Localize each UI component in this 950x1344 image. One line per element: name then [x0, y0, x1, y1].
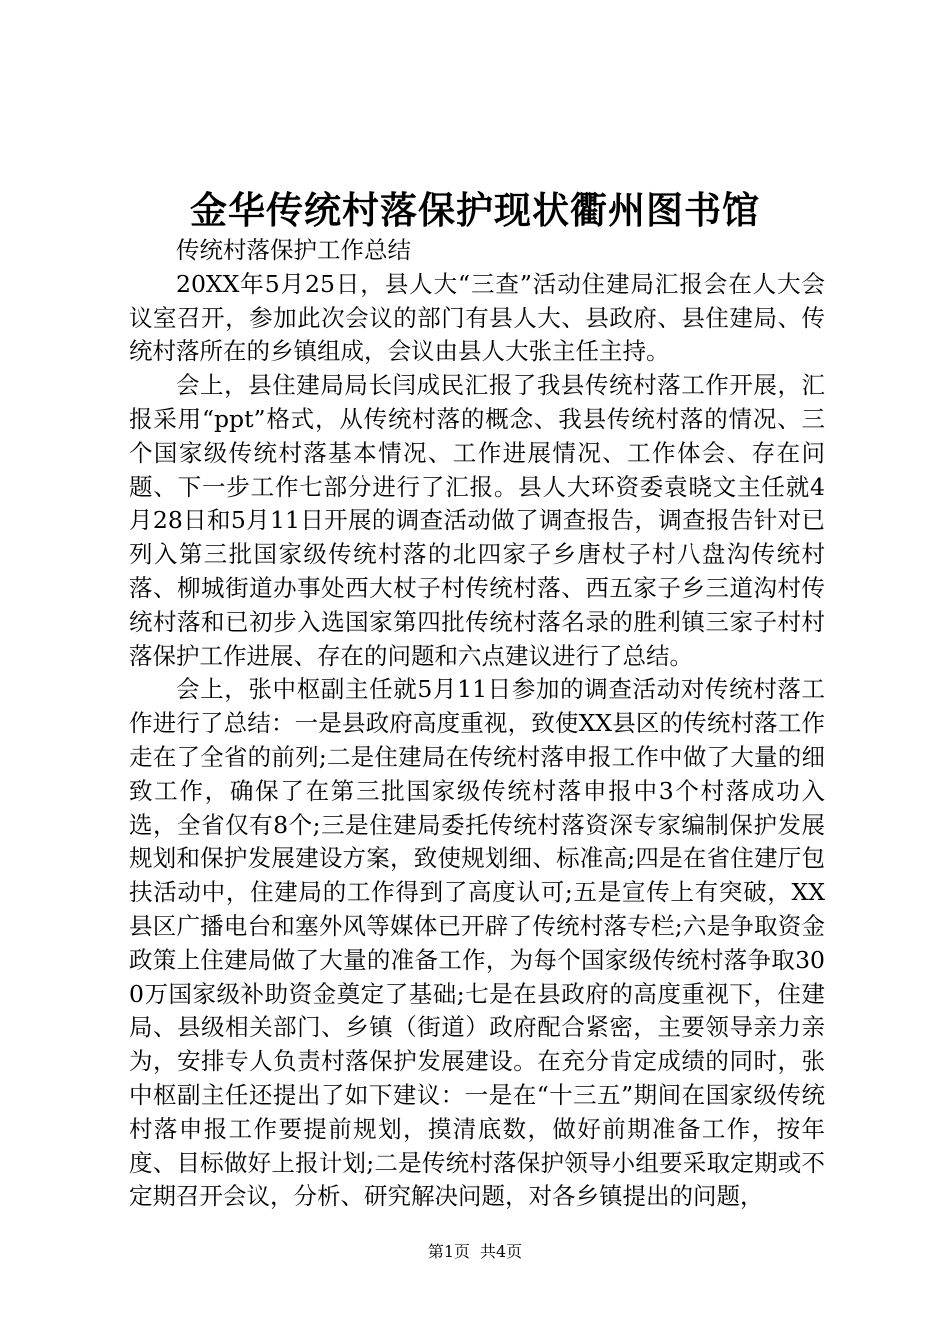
document-subtitle: 传统村落保护工作总结: [176, 236, 411, 264]
paragraph-1: 20XX年5月25日，县人大“三查”活动住建局汇报会在人大会议室召开，参加此次会议的部门有县人大、县政府、县住建局、传统村落所在的乡镇组成，会议由县人大张主任主持。: [129, 269, 825, 366]
page-number-total: 共4页: [480, 1242, 523, 1261]
document-body: [129, 234, 825, 1214]
page-title: 金华传统村落保护现状衢州图书馆: [190, 188, 760, 232]
page-number-current: 第1页: [427, 1242, 470, 1261]
paragraph-3: 会上，张中枢副主任就5月11日参加的调查活动对传统村落工作进行了总结：一是县政府高度重视，致使XX县区的传统村落工作走在了全省的前列;二是住建局在传统村落申报工作中做了大量的细致工作，确保了在第三批国家级传统村落申报中3个村落成功入选，全省仅有8个;三是住建局委托传统村落资深专家编制保护发展规划和保护发展建设方案，致使规划细、标准高;四是在省住建厅包扶活动中，住建局的工作得到了高度认可;五是宣传上有突破，XX县区广播电台和塞外风等媒体已开辟了传统村落专栏;六是争取资金政策上住建局做了大量的准备工作，为每个国家级传统村落争取300万国家级补助资金奠定了基础;七是在县政府的高度重视下，住建局、县级相关部门、乡镇（街道）政府配合紧密，主要领导亲力亲为，安排专人负责村落保护发展建设。在充分肯定成绩的同时，张中枢副主任还提出了如下建议：一是在“十三五”期间在国家级传统村落申报工作要提前规划，摸清底数，做好前期准备工作，按年度、目标做好上报计划;二是传统村落保护领导小组要采取定期或不定期召开会议，分析、研究解决问题，对各乡镇提出的问题，: [129, 675, 825, 1211]
page-footer: [0, 1240, 950, 1264]
paragraph-2: 会上，县住建局局长闫成民汇报了我县传统村落工作开展，汇报采用“ppt”格式，从传统村落的概念、我县传统村落的情况、三个国家级传统村落基本情况、工作进展情况、工作体会、存在问题、下一步工作七部分进行了汇报。县人大环资委袁晓文主任就4月28日和5月11日开展的调查活动做了调查报告，调查报告针对已列入第三批国家级传统村落的北四家子乡唐杖子村八盘沟传统村落、柳城街道办事处西大杖子村传统村落、西五家子乡三道沟村传统村落和已初步入选国家第四批传统村落名录的胜利镇三家子村村落保护工作进展、存在的问题和六点建议进行了总结。: [129, 371, 825, 670]
